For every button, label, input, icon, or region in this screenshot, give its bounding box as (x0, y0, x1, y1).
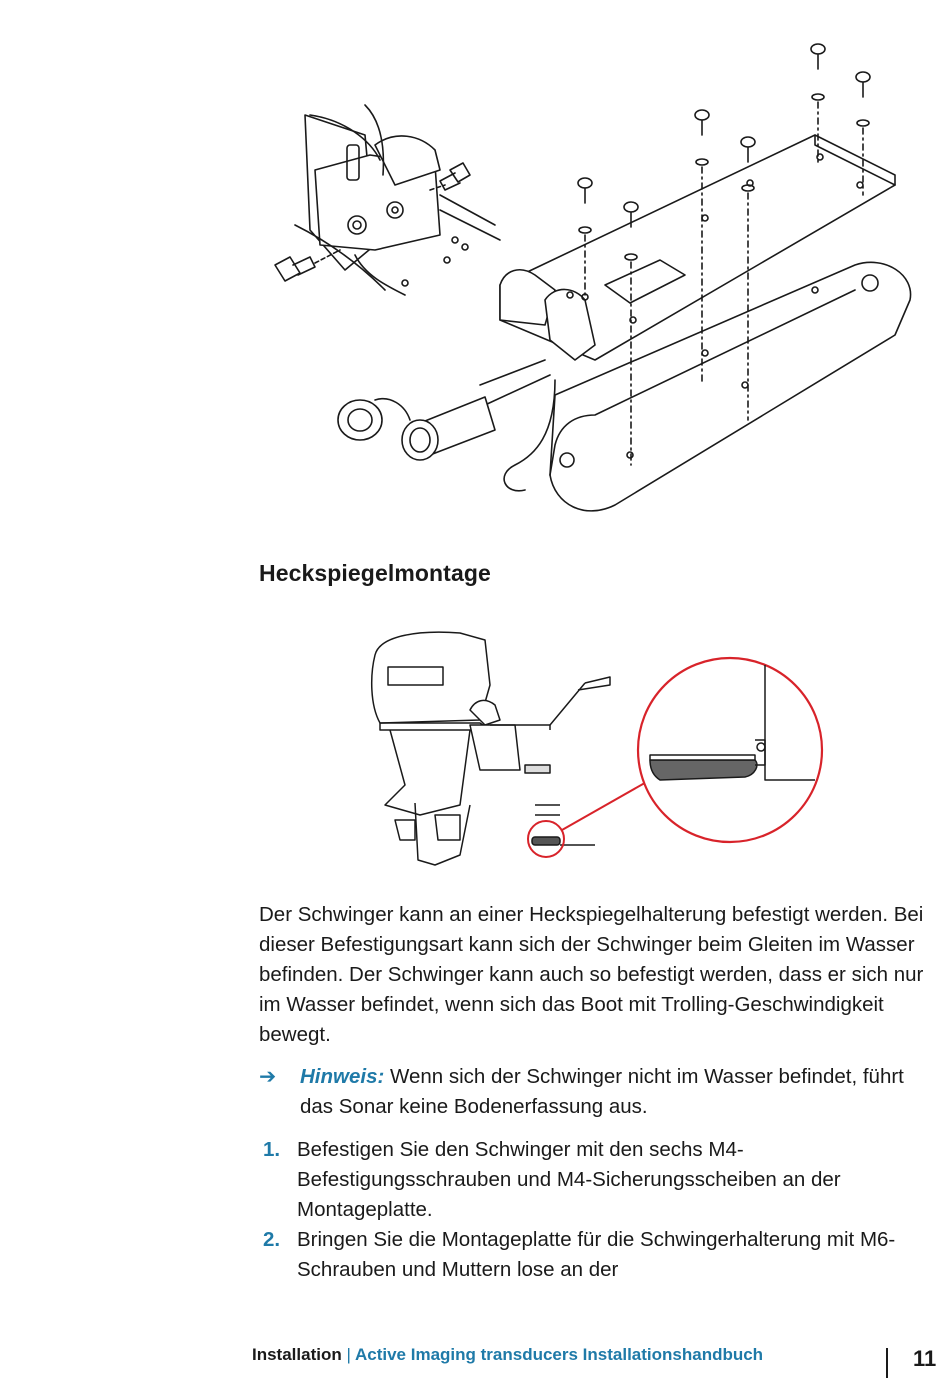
steps-list (259, 1135, 929, 1285)
arrow-right-icon: ➔ (259, 1065, 277, 1088)
list-item (259, 1225, 929, 1285)
transducer-small (532, 837, 560, 845)
note-label: Hinweis: (300, 1065, 385, 1088)
footer-section: Installation (252, 1345, 342, 1364)
note-text: Wenn sich der Schwinger nicht im Wasser befindet, führt das Sonar keine Bodenerfassung aus. (300, 1065, 904, 1118)
transom-bracket (295, 105, 500, 295)
page-divider (886, 1348, 888, 1378)
step-text: Bringen Sie die Montageplatte für die Schwingerhalterung mit M6-Schrauben und Muttern lose an der (297, 1228, 896, 1281)
cable-connector (338, 360, 555, 491)
footer-doc-title: Active Imaging transducers Installationshandbuch (354, 1345, 764, 1364)
body-paragraph: Der Schwinger kann an einer Heckspiegelhalterung befestigt werden. Bei dieser Befestigungsart kann sich der Schwinger beim Gleiten im Wasser befinden. Der Schwinger kann auch so befestigt werden, dass er sich nur im Wasser befindet, wenn sich das Boot mit Trolling-Geschwindigkeit bewegt. (259, 903, 924, 1046)
transom-and-bracket (470, 677, 610, 845)
page-number: 11 (913, 1346, 937, 1371)
exploded-view-figure (255, 35, 935, 525)
footer (252, 1345, 763, 1365)
section-heading: Heckspiegelmontage (259, 560, 491, 586)
step-number: 1. (263, 1138, 281, 1161)
note-box (259, 1062, 929, 1122)
step-number: 2. (263, 1228, 281, 1251)
list-item (259, 1135, 929, 1225)
footer-separator: | (346, 1345, 351, 1364)
side-bolt-left (275, 250, 340, 281)
magnified-view (638, 658, 822, 842)
transom-mount-figure (360, 625, 830, 875)
outboard-motor (372, 632, 490, 865)
step-text: Befestigen Sie den Schwinger mit den sechs M4-Befestigungsschrauben und M4-Sicherungsscheiben an der Montageplatte. (297, 1138, 841, 1221)
